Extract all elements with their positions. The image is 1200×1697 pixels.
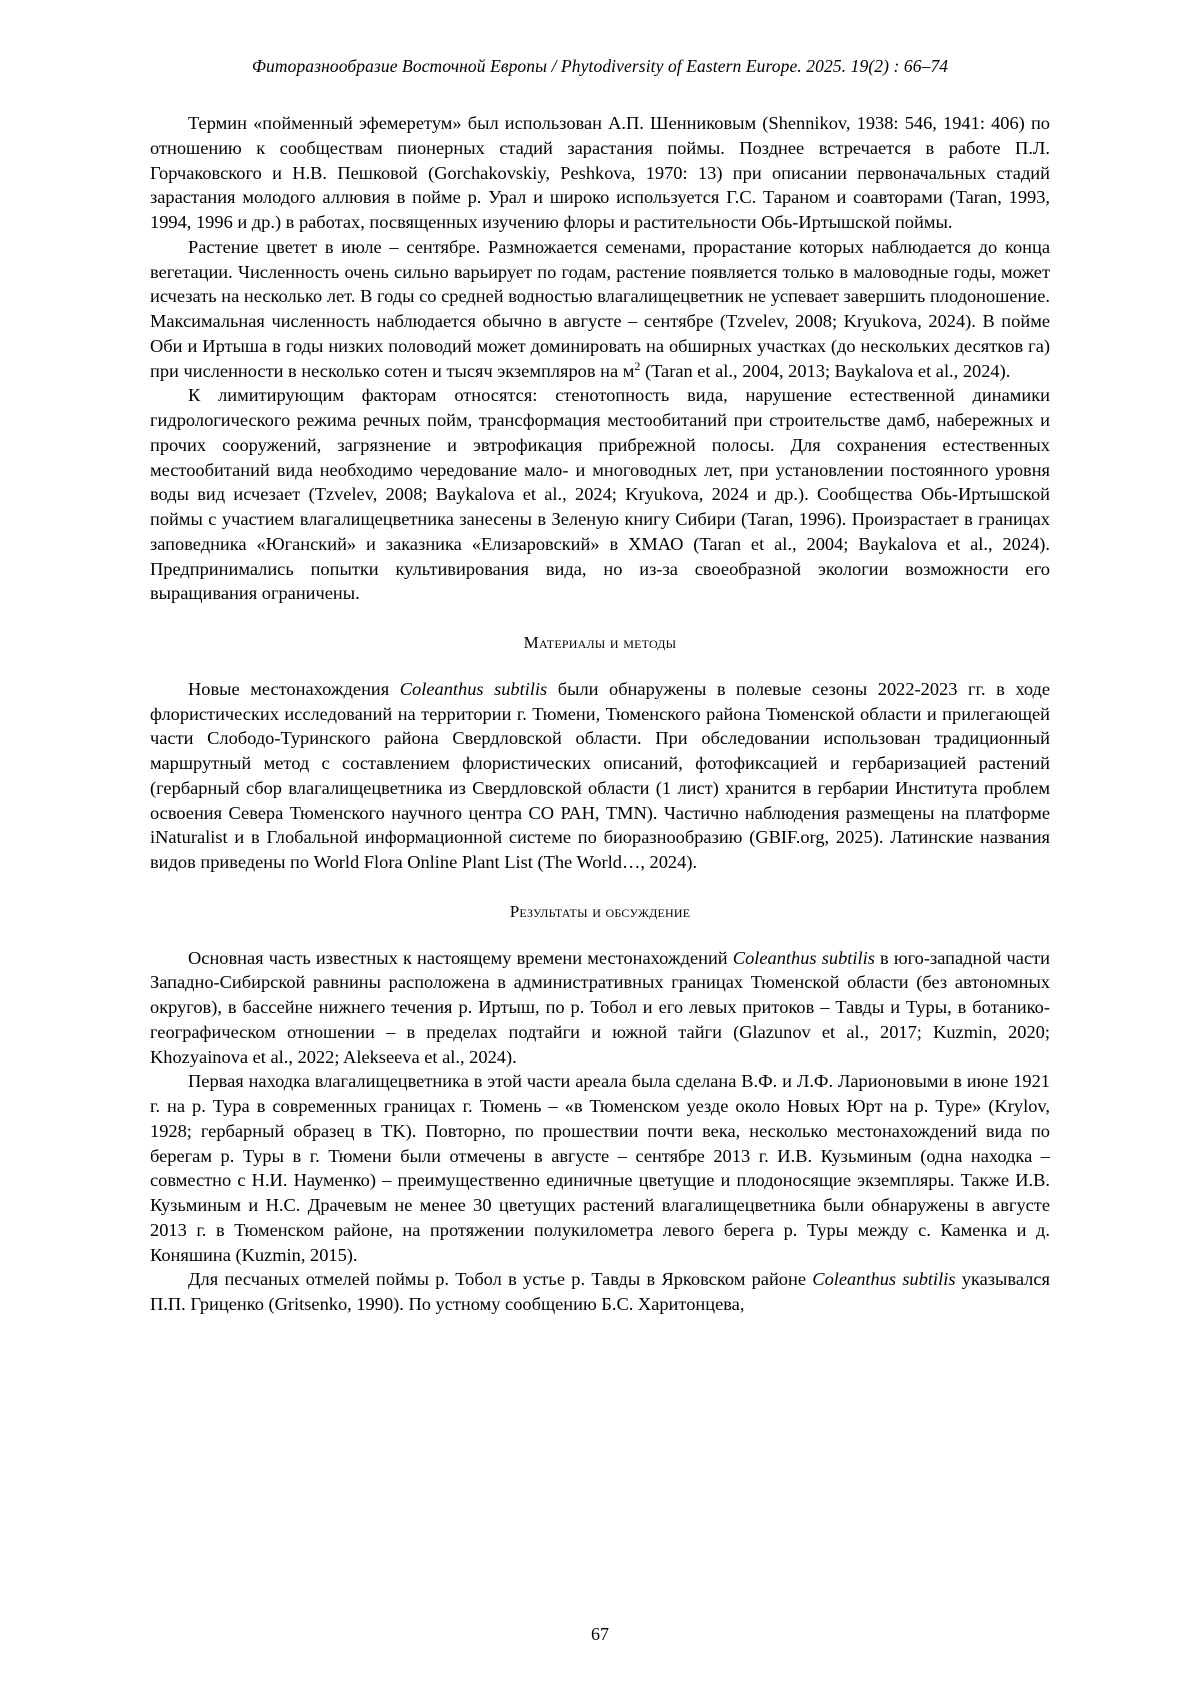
superscript-square: 2 — [634, 358, 641, 373]
page-number: 67 — [591, 1624, 609, 1644]
results-text-c: Для песчаных отмелей поймы р. Тобол в устье р. Тавды в Ярковском районе — [188, 1269, 813, 1290]
materials-text-a: Новые местонахождения — [188, 678, 400, 699]
results-text-a: Основная часть известных к настоящему времени местонахождений — [188, 947, 733, 968]
species-name: Coleanthus subtilis — [812, 1269, 956, 1290]
paragraph-results-2: Первая находка влагалищецветника в этой части ареала была сделана В.Ф. и Л.Ф. Ларионовыми в июне 1921 г. на р. Тура в современных границах г. Тюмень – «в Тюменском уезде около Новых Юрт на р. Туре» (Krylov, 1928; гербарный образец в TK). Повторно, по прошествии почти века, несколько местонахождений вида по берегам р. Туры в г. Тюмени были отмечены в августе – сентябре 2013 г. И.В. Кузьминым (одна находка – совместно с Н.И. Науменко) – преимущественно единичные цветущие и плодоносящие экземпляры. Также И.В. Кузьминым и Н.С. Драчевым не менее 30 цветущих растений влагалищецветника были обнаружены в августе 2013 г. в Тюменском районе, на протяжении полукилометра левого берега р. Туры между с. Каменка и д. Коняшина (Kuzmin, 2015). — [150, 1071, 1050, 1265]
section-heading-results: Результаты и обсуждение — [509, 901, 691, 921]
paragraph-materials-1 — [150, 677, 1050, 875]
results-text-b: в юго-западной части Западно-Сибирской равнины расположена в административных границах Тюменской области (без автономных округов), в бассейне нижнего течения р. Иртыш, по р. Тобол и его левых притоков – Тавды и Туры, в ботанико-географическом отношении – в пределах подтайги и южной тайги (Glazunov et al., 2017; Kuzmin, 2020; Khozyainova et al., 2022; Alekseeva et al., 2024). — [150, 947, 1051, 1067]
species-name: Coleanthus subtilis — [399, 678, 548, 699]
paragraph-intro-2-tail: (Taran et al., 2004, 2013; Baykalova et al., 2024). — [640, 360, 1011, 381]
species-name: Coleanthus subtilis — [732, 947, 875, 968]
paragraph-results-1 — [150, 946, 1050, 1070]
paragraph-intro-2 — [150, 235, 1050, 384]
paragraph-intro-3: К лимитирующим факторам относятся: стенотопность вида, нарушение естественной динамики гидрологического режима речных пойм, трансформация местообитаний при строительстве дамб, набережных и прочих сооружений, загрязнение и эвтрофикация прибрежной полосы. Для сохранения естественных местообитаний вида необходимо чередование мало- и многоводных лет, при установлении постоянного уровня воды вид исчезает (Tzvelev, 2008; Baykalova et al., 2024; Kryukova, 2024 и др.). Сообщества Обь-Иртышской поймы с участием влагалищецветника занесены в Зеленую книгу Сибири (Taran, 1996). Произрастает в границах заповедника «Юганский» и заказника «Елизаровский» в ХМАО (Taran et al., 2004; Baykalova et al., 2024). Предпринимались попытки культивирования вида, но из-за своеобразной экологии возможности его выращивания ограничены. — [150, 385, 1050, 604]
materials-text-b: были обнаружены в полевые сезоны 2022-2023 гг. в ходе флористических исследований на территории г. Тюмени, Тюменского района Тюменской области и прилегающей части Слободо-Туринского района Свердловской области. При обследовании использован традиционный маршрутный метод с составлением флористических описаний, фотофиксацией и гербаризацией растений (гербарный сбор влагалищецветника из Свердловской области (1 лист) хранится в гербарии Института проблем освоения Севера Тюменского научного центра СО РАН, TMN). Частично наблюдения размещены на платформе iNaturalist и в Глобальной информационной системе по биоразнообразию (GBIF.org, 2025). Латинские названия видов приведены по World Flora Online Plant List (The World…, 2024). — [150, 678, 1050, 873]
article-body — [150, 111, 1050, 1317]
section-heading-materials: Материалы и методы — [523, 633, 677, 652]
paragraph-results-3 — [150, 1267, 1050, 1317]
results-text-d: указывался П.П. Гриценко (Gritsenko, 1990). По устному сообщению Б.С. Харитонцева, — [150, 1269, 1050, 1315]
paragraph-intro-2-text: Растение цветет в июле – сентябре. Размножается семенами, прорастание которых наблюдается до конца вегетации. Численность очень сильно варьирует по годам, растение появляется только в маловодные годы, может исчезать на несколько лет. В годы со средней водностью влагалищецветник не успевает завершить плодоношение. Максимальная численность наблюдается обычно в августе – сентябре (Tzvelev, 2008; Kryukova, 2024). В пойме Оби и Иртыша в годы низких половодий может доминировать на обширных участках (до нескольких десятков га) при численности в несколько сотен и тысяч экземпляров на м — [150, 236, 1050, 381]
paragraph-intro-1: Термин «пойменный эфемеретум» был использован А.П. Шенниковым (Shennikov, 1938: 546, 1941: 406) по отношению к сообществам пионерных стадий зарастания поймы. Позднее встречается в работе П.Л. Горчаковского и Н.В. Пешковой (Gorchakovskiy, Peshkova, 1970: 13) при описании первоначальных стадий зарастания молодого аллювия в пойме р. Урал и широко используется Г.С. Тараном и соавторами (Taran, 1993, 1994, 1996 и др.) в работах, посвященных изучению флоры и растительности Обь-Иртышской поймы. — [150, 113, 1050, 232]
running-head: Фиторазнообразие Восточной Европы / Phytodiversity of Eastern Europe. 2025. 19(2) : 66–74 — [251, 56, 949, 76]
